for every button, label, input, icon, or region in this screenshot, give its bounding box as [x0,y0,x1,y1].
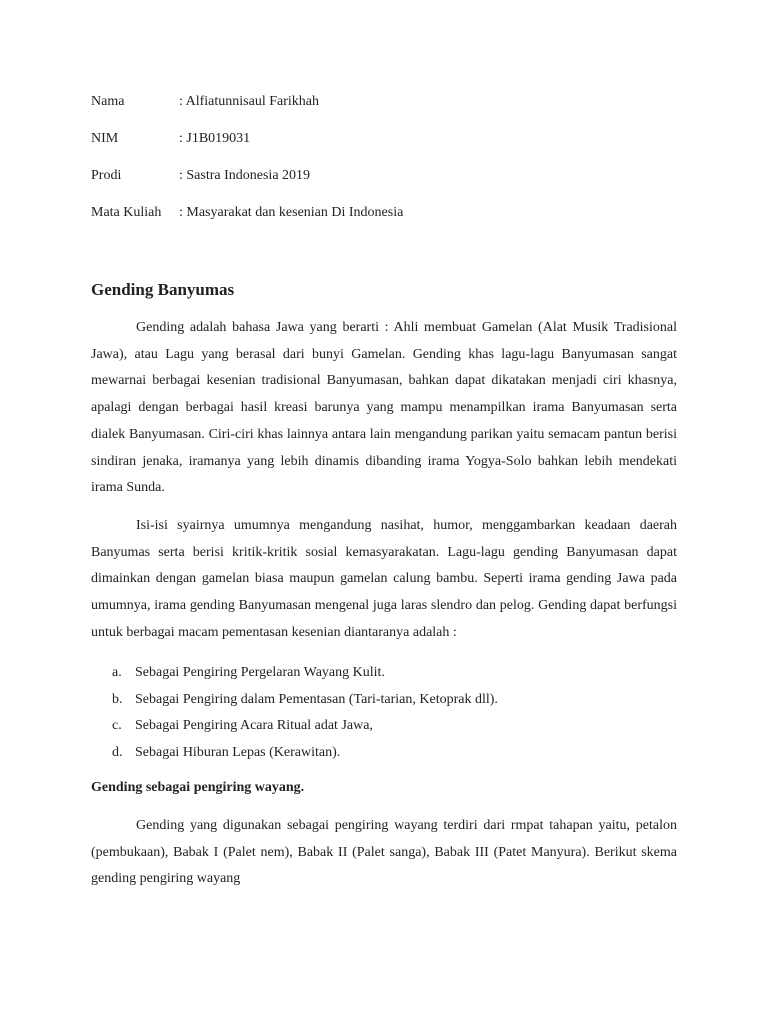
field-label: Nama [91,94,125,109]
paragraph-1: Gending adalah bahasa Jawa yang berarti : Ahli membuat Gamelan (Alat Musik Tradisional Jawa), atau Lagu yang berasal dari bunyi Gamelan. Gending khas lagu-lagu Banyumasan sangat mewarnai berbagai kesenian tradisional Banyumasan, bahkan dapat dikatakan menjadi ciri khasnya, apalagi dengan berbagai hasil kreasi barunya yang mampu menampilkan irama Banyumasan serta dialek Banyumasan. Ciri-ciri khas lainnya antara lain mengandung parikan yaitu semacam pantun berisi sindiran jenaka, iramanya yang lebih dinamis dibanding irama Yogya-Solo bahkan lebih mendekati irama Sunda. [91,320,677,496]
field-label: Prodi [91,168,122,183]
subsection-title: Gending sebagai pengiring wayang. [91,780,305,795]
list-text: Sebagai Hiburan Lepas (Kerawitan). [135,744,341,760]
function-list [91,660,498,766]
field-value: : Sastra Indonesia 2019 [179,168,311,183]
field-nim [91,130,250,148]
list-item [91,660,498,687]
paragraph-3: Gending yang digunakan sebagai pengiring wayang terdiri dari rmpat tahapan yaitu, petalon (pembukaan), Babak I (Palet nem), Babak II (Palet sanga), Babak III (Patet Manyura). Berikut skema gending pengiring wayang [91,818,677,887]
list-item [91,713,498,740]
list-text: Sebagai Pengiring Pergelaran Wayang Kulit. [135,665,385,680]
list-marker: d. [112,744,123,760]
field-label: Mata Kuliah [91,205,162,220]
list-text: Sebagai Pengiring dalam Pementasan (Tari-tarian, Ketoprak dll). [135,691,498,707]
section-title: Gending Banyumas [91,280,235,299]
field-prodi [91,167,310,185]
list-text: Sebagai Pengiring Acara Ritual adat Jawa, [135,718,373,733]
field-nama [91,93,319,111]
field-label: NIM [91,131,119,146]
list-marker: c. [112,718,122,733]
field-value: : Alfiatunnisaul Farikhah [179,94,319,109]
list-item [91,687,498,714]
field-value: : J1B019031 [179,131,251,146]
field-value: : Masyarakat dan kesenian Di Indonesia [179,205,404,220]
field-mata-kuliah [91,204,403,222]
list-item [91,740,498,767]
list-marker: a. [112,665,122,680]
list-marker: b. [112,691,123,707]
paragraph-2: Isi-isi syairnya umumnya mengandung nasihat, humor, menggambarkan keadaan daerah Banyumas serta berisi kritik-kritik sosial kemasyarakatan. Lagu-lagu gending Banyumasan dapat dimainkan dengan gamelan biasa maupun gamelan calung bambu. Seperti irama gending Jawa pada umumnya, irama gending Banyumasan mengenal juga laras slendro dan pelog. Gending dapat berfungsi untuk berbagai macam pementasan kesenian diantaranya adalah : [91,518,677,640]
